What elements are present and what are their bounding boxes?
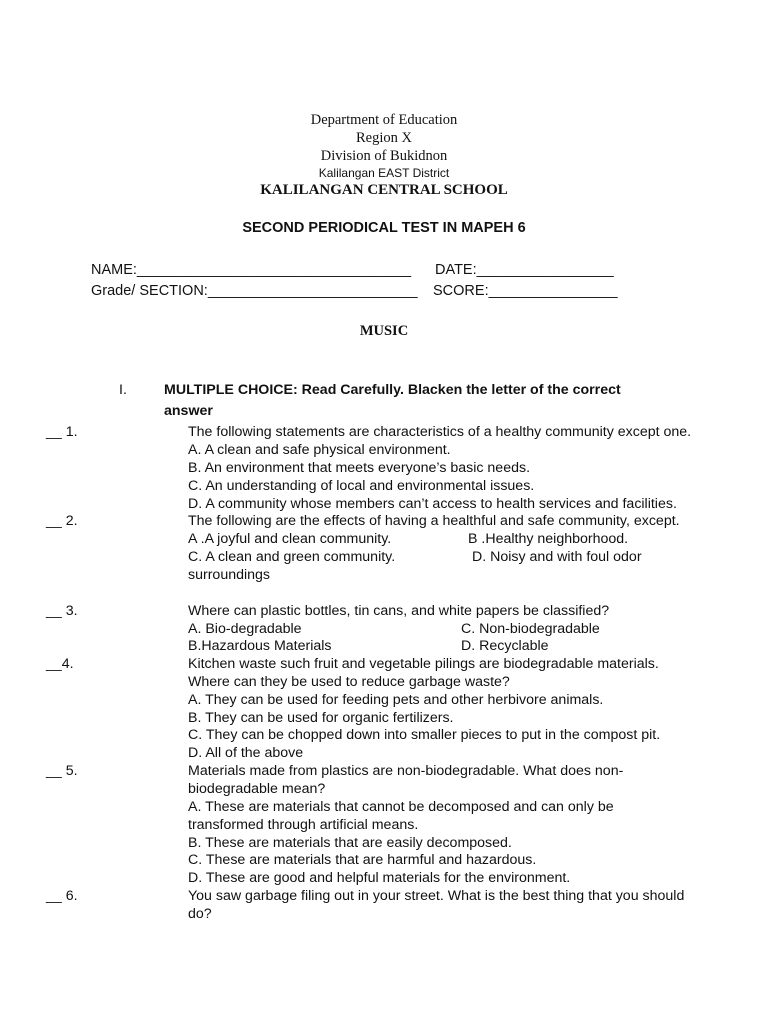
choice-d: D. All of the above [188,745,304,761]
question-stem: Kitchen waste such fruit and vegetable pilings are biodegradable materials. [188,656,659,672]
choice-d: D. These are good and helpful materials for the environment. [188,870,571,886]
choice-a: A .A joyful and clean community. [188,531,392,547]
choice-b: B. They can be used for organic fertilizers. [188,710,454,726]
choice-a: A. They can be used for feeding pets and other herbivore animals. [188,692,604,708]
choice-d-cont: surroundings [188,567,271,583]
choice-d: D. A community whose members can’t access to health services and facilities. [188,496,677,512]
part-instruction: MULTIPLE CHOICE: Read Carefully. Blacken the letter of the correct [164,382,621,398]
choice-a-cont: transformed through artificial means. [188,817,419,833]
header-division: Division of Bukidnon [320,148,448,164]
choice-c: C. They can be chopped down into smaller pieces to put in the compost pit. [188,727,661,743]
choice-c: C. These are materials that are harmful and hazardous. [188,852,537,868]
question-number: __ 3. [46,603,78,619]
choice-b: B. An environment that meets everyone’s basic needs. [188,460,531,476]
choice-c: C. An understanding of local and environmental issues. [188,478,535,494]
question-number: __ 1. [46,424,78,440]
question-number: __ 2. [46,513,78,529]
question-stem-cont: do? [188,906,212,922]
part-instruction-cont: answer [164,403,213,419]
question-stem-cont: Where can they be used to reduce garbage waste? [188,674,510,690]
name-field: NAME:__________________________________ [91,262,412,278]
question-number: __ 5. [46,763,78,779]
question-number: __ 6. [46,888,78,904]
choice-b: B.Hazardous Materials [188,638,332,654]
question-stem: You saw garbage filing out in your street. What is the best thing that you should [188,888,685,904]
section-title: MUSIC [359,323,409,339]
choice-a: A. Bio-degradable [188,621,302,637]
header-region: Region X [356,130,412,146]
choice-a: A. These are materials that cannot be decomposed and can only be [188,799,614,815]
choice-c: C. Non-biodegradable [461,621,600,637]
header-school: KALILANGAN CENTRAL SCHOOL [260,182,508,198]
header-district: Kalilangan EAST District [318,166,450,180]
date-field: DATE:_________________ [435,262,614,278]
question-stem: Materials made from plastics are non-biodegradable. What does non- [188,763,624,779]
header-department: Department of Education [310,112,458,128]
choice-c: C. A clean and green community. [188,549,396,565]
choice-a: A. A clean and safe physical environment. [188,442,451,458]
choice-b: B .Healthy neighborhood. [468,531,629,547]
choice-d: D. Recyclable [461,638,549,654]
part-numeral: I. [119,382,127,398]
question-number: __4. [46,656,74,672]
choice-d: D. Noisy and with foul odor [472,549,642,565]
question-stem-cont: biodegradable mean? [188,781,326,797]
grade-section-field: Grade/ SECTION:__________________________ [91,283,418,299]
question-stem: Where can plastic bottles, tin cans, and white papers be classified? [188,603,610,619]
choice-b: B. These are materials that are easily decomposed. [188,835,512,851]
question-stem: The following statements are characteristics of a healthy community except one. [188,424,692,440]
test-title: SECOND PERIODICAL TEST IN MAPEH 6 [242,220,526,236]
question-stem: The following are the effects of having a healthful and safe community, except. [188,513,680,529]
score-field: SCORE:________________ [433,283,618,299]
